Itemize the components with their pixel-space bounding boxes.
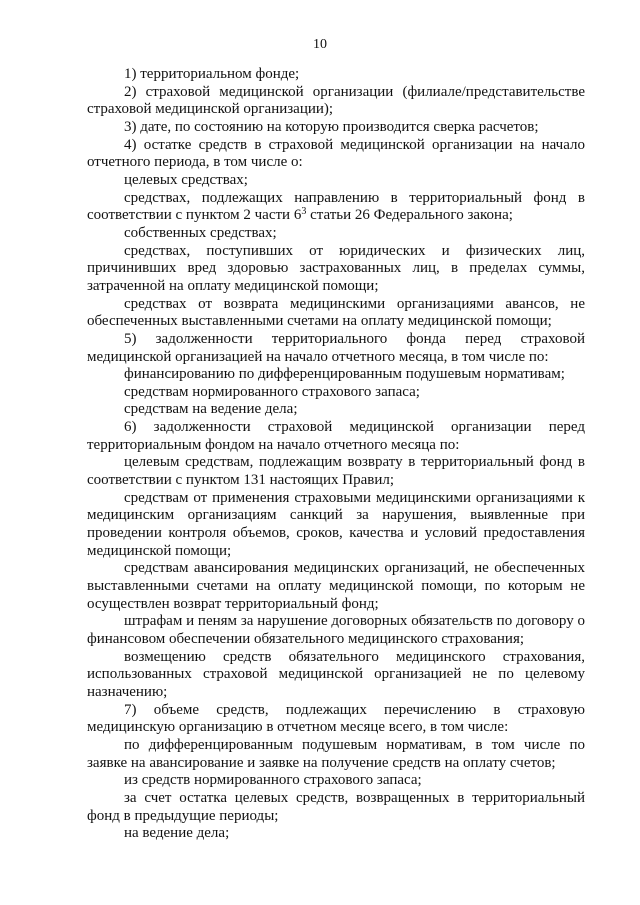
paragraph: за счет остатка целевых средств, возвращенных в территориальный фонд в предыдущие периоды; [87,789,585,824]
paragraph: 5) задолженности территориального фонда перед страховой медицинской организацией на начало отчетного месяца, в том числе по: [87,330,585,365]
paragraph: средствах от возврата медицинскими организациями авансов, не обеспеченных выставленными счетами на оплату медицинской помощи; [87,295,585,330]
paragraph-text-tail: статьи 26 Федерального закона; [306,207,513,224]
paragraph: 4) остатке средств в страховой медицинской организации на начало отчетного периода, в том числе о: [87,136,585,171]
paragraph: 1) территориальном фонде; [124,66,300,82]
paragraph: 6) задолженности страховой медицинской организации перед территориальным фондом на начало отчетного месяца по: [87,419,585,453]
paragraph: целевых средствах; [124,171,248,188]
paragraph: средствам авансирования медицинских организаций, не обеспеченных выставленными счетами на оплату медицинской помощи, по которым не осуществлен возврат территориальный фонд; [87,560,585,612]
paragraph: 7) объеме средств, подлежащих перечислению в страховую медицинскую организацию в отчетном месяце всего, в том числе: [87,701,585,736]
paragraph: собственных средствах; [124,224,277,241]
page-number: 10 [313,37,327,52]
paragraph-with-superscript [87,190,585,225]
paragraph: средствам на ведение дела; [124,401,298,418]
document-body [87,66,585,843]
paragraph-text: средствах, подлежащих направлению в территориальный фонд в соответствии с пунктом 2 части 6 [87,189,585,224]
paragraph: 2) страховой медицинской организации (филиале/представительстве страховой медицинской организации); [87,83,585,118]
paragraph: штрафам и пеням за нарушение договорных обязательств по договору о финансовом обеспечении обязательного медицинского страхования; [87,613,585,647]
paragraph: целевым средствам, подлежащим возврату в территориальный фонд в соответствии с пунктом 131 настоящих Правил; [87,454,585,489]
paragraph: возмещению средств обязательного медицинского страхования, использованных страховой медицинской организацией не по целевому назначению; [87,648,585,700]
paragraph: 3) дате, по состоянию на которую производится сверка расчетов; [124,118,539,135]
paragraph: средствах, поступивших от юридических и физических лиц, причинивших вред здоровью застрахованных лиц, в пределах суммы, затраченной на оплату медицинской помощи; [87,242,585,294]
superscript: 3 [301,206,307,218]
paragraph: из средств нормированного страхового запаса; [124,772,422,789]
paragraph: средствам от применения страховыми медицинскими организациями к медицинским организациям санкций за нарушения, выявленные при проведении контроля объемов, сроков, качества и условий предоставления медицинской помощи; [87,489,585,559]
paragraph: финансированию по дифференцированным подушевым нормативам; [124,366,565,383]
paragraph: средствам нормированного страхового запаса; [124,383,420,400]
paragraph: на ведение дела; [124,825,230,842]
paragraph: по дифференцированным подушевым нормативам, в том числе по заявке на авансирование и заявке на получение средств на оплату счетов; [87,736,585,771]
